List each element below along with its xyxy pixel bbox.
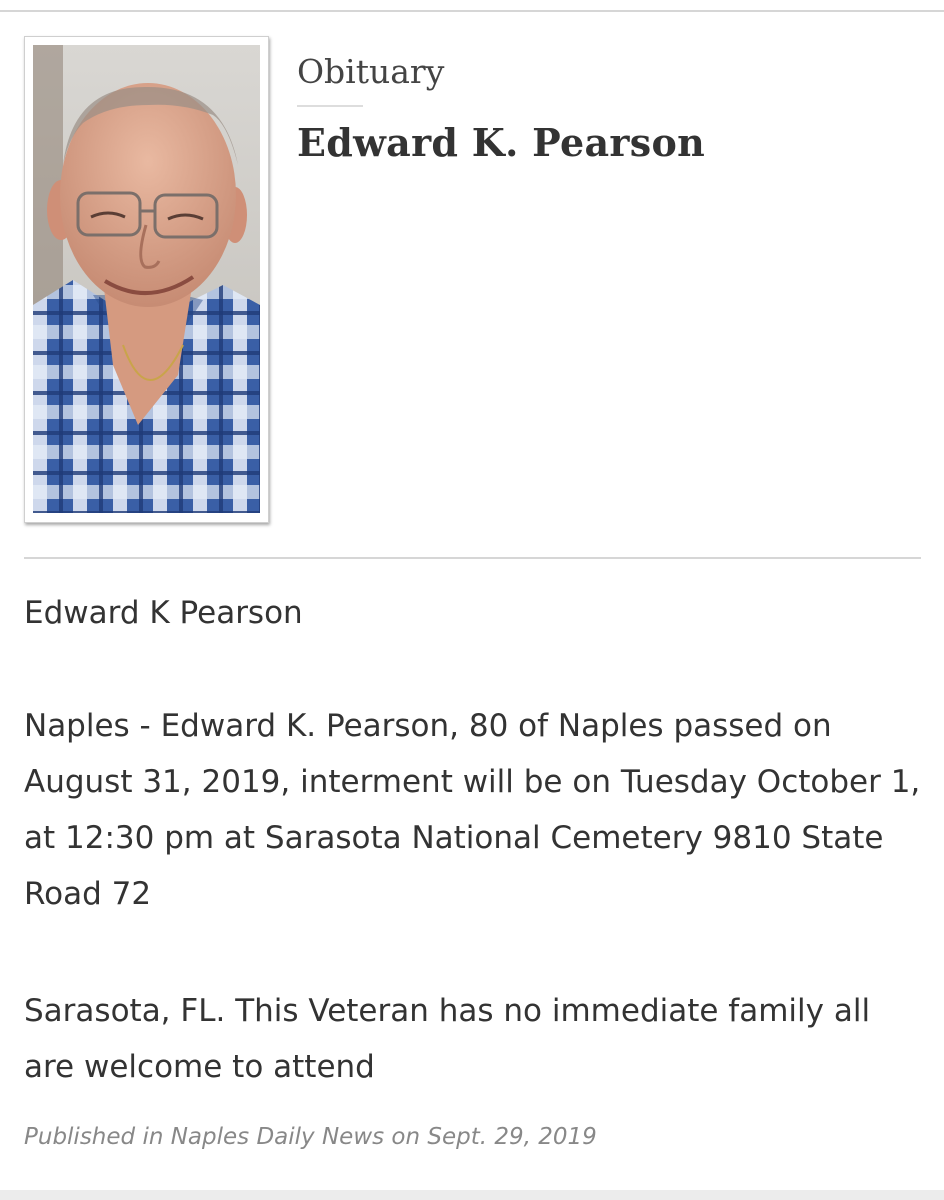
publication-note: Published in Naples Daily News on Sept. 29, 2019: [24, 1124, 597, 1150]
obituary-paragraph: Naples - Edward K. Pearson, 80 of Naples passed on August 31, 2019, interment will be on Tuesday October 1, at 12:30 pm at Sarasota National Cemetery 9810 State Road 72: [24, 708, 921, 912]
content-divider: [24, 557, 921, 559]
obituary-photo-frame: [24, 36, 269, 523]
section-kicker: Obituary: [297, 52, 445, 91]
portrait-photo: [33, 45, 260, 513]
deceased-name: Edward K. Pearson: [297, 120, 706, 165]
bottom-band: [0, 1190, 944, 1200]
obituary-heading-line: Edward K Pearson: [24, 595, 303, 631]
kicker-divider: [297, 105, 363, 107]
obituary-paragraph: Sarasota, FL. This Veteran has no immediate family all are welcome to attend: [24, 993, 871, 1085]
top-divider: [0, 10, 944, 12]
portrait-illustration: [33, 45, 260, 513]
